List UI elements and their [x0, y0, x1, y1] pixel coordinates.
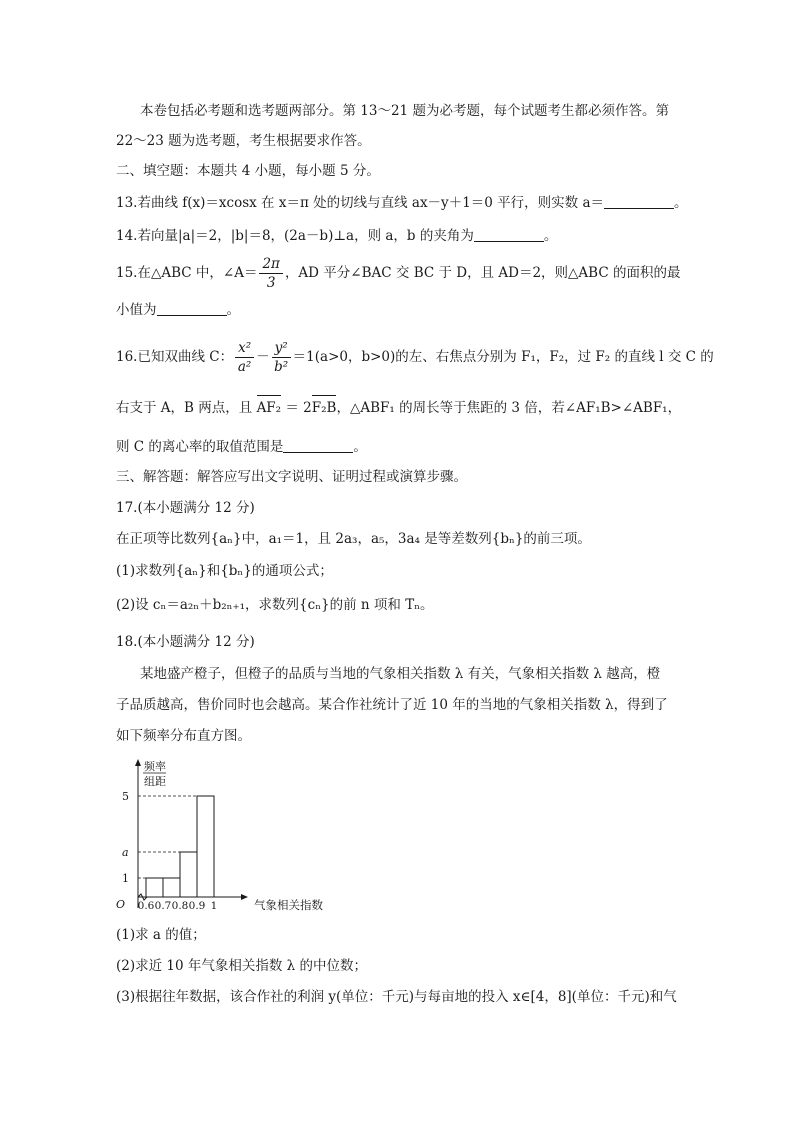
q17-part-2: (2)设 cₙ＝a₂ₙ＋b₂ₙ₊₁，求数列{cₙ}的前 n 项和 Tₙ。: [116, 597, 434, 613]
x-axis-arrow: [241, 894, 248, 900]
q17-stem: 在正项等比数列{aₙ}中，a₁＝1，且 2a₃，a₅，3a₄ 是等差数列{bₙ}的前三项。: [116, 531, 591, 547]
q13-end: 。: [674, 195, 688, 211]
q15-line-1: [116, 254, 680, 292]
q16-fy-num: y²: [272, 339, 291, 358]
q16-fx-den: a²: [237, 359, 252, 375]
frequency-histogram: [116, 758, 323, 918]
q15-frac-den: 3: [266, 275, 276, 291]
q15-text-b: ，AD 平分∠BAC 交 BC 于 D，且 AD＝2，则△ABC 的面积的最: [284, 265, 681, 281]
q17-part-1: (1)求数列{aₙ}和{bₙ}的通项公式；: [116, 563, 333, 579]
q16-frac-y: [272, 339, 291, 376]
q15-line-2: [116, 300, 240, 320]
x-axis-label: 气象相关指数: [254, 898, 323, 912]
x-tick-label-0: 0.6: [137, 900, 155, 912]
q18-part-1: (1)求 a 的值；: [116, 927, 206, 943]
q16-line-1: [116, 338, 714, 376]
q16-text-d: ，△ABF₁ 的周长等于焦距的 3 倍，若∠AF₁B>∠ABF₁，: [336, 400, 682, 416]
q13-answer-blank: [604, 194, 674, 209]
q15-text-a: 15.在△ABC 中，∠A＝: [116, 265, 258, 281]
intro-line-2: 22～23 题为选考题，考生根据要求作答。: [116, 133, 371, 149]
q13-text: 13.若曲线 f(x)＝xcosx 在 x＝π 处的切线与直线 ax－y＋1＝0 平行，则实数 a＝: [116, 195, 604, 211]
q15-fraction: [259, 255, 282, 292]
y-axis-arrow: [135, 759, 141, 766]
q14-text: 14.若向量|a|＝2，|b|＝8，(2a－b)⊥a，则 a，b 的夹角为: [116, 228, 474, 244]
histogram-bar-0: [146, 878, 163, 897]
q14-end: 。: [543, 228, 558, 244]
q16-text-a: 16.已知双曲线 C：: [116, 349, 234, 365]
q16-end: 。: [353, 439, 367, 455]
q16-text-e: 则 C 的离心率的取值范围是: [116, 439, 284, 455]
q13: [116, 193, 688, 213]
origin-label: O: [116, 898, 126, 911]
intro-line-1: 本卷包括必考题和选考题两部分。第 13～21 题为必考题，每个试题考生都必须作答。第: [140, 103, 669, 119]
histogram-bar-3: [197, 796, 214, 897]
x-tick-label-4: 1: [210, 900, 218, 912]
q16-fx-num: x²: [235, 339, 254, 358]
q14-answer-blank: [474, 227, 544, 242]
q16-fy-den: b²: [274, 359, 289, 375]
q18-part-2: (2)求近 10 年气象相关指数 λ 的中位数；: [116, 958, 368, 974]
q15-frac-num: 2π: [259, 255, 282, 274]
q16-vector-af2: AF₂: [256, 400, 282, 416]
q17-header: 17.(本小题满分 12 分): [116, 500, 255, 516]
q15-text-c: 小值为: [116, 302, 157, 318]
q18-stem-2: 子品质越高，售价同时也会越高。某合作社统计了近 10 年的当地的气象相关指数 λ，得到了: [116, 697, 668, 713]
q16-text-c: 右支于 A，B 两点，且: [116, 400, 253, 416]
q15-end: 。: [226, 302, 240, 318]
q18-stem-1: 某地盛产橙子，但橙子的品质与当地的气象相关指数 λ 有关，气象相关指数 λ 越高，橙: [140, 666, 661, 682]
y-label-bottom: 组距: [144, 775, 166, 788]
q16-minus: －: [256, 349, 270, 365]
x-tick-label-2: 0.8: [171, 900, 189, 912]
q16-line-2: [116, 398, 681, 418]
q15-answer-blank: [157, 301, 227, 316]
x-tick-label-1: 0.7: [154, 900, 172, 912]
histogram-bar-1: [163, 878, 180, 897]
section2-title: 二、填空题：本题共 4 小题，每小题 5 分。: [116, 163, 380, 179]
section3-title: 三、解答题：解答应写出文字说明、证明过程或演算步骤。: [116, 469, 467, 485]
y-tick-label-0: 1: [122, 872, 129, 885]
x-tick-label-3: 0.9: [188, 900, 206, 912]
q18-stem-3: 如下频率分布直方图。: [116, 728, 251, 744]
histogram-bars-layer: [122, 790, 217, 912]
y-label-top: 频率: [144, 760, 166, 773]
y-tick-label-1: a: [122, 846, 129, 859]
q16-frac-x: [235, 339, 254, 376]
y-tick-label-2: 5: [122, 790, 129, 803]
q16-eq: ＝ 2: [281, 400, 312, 416]
q18-header: 18.(本小题满分 12 分): [116, 634, 255, 650]
histogram-bar-2: [180, 852, 197, 897]
q16-text-b: ＝1(a>0，b>0)的左、右焦点分别为 F₁，F₂，过 F₂ 的直线 l 交 C 的: [292, 349, 714, 365]
q16-vector-f2b: F₂B: [311, 400, 337, 416]
q14: [116, 226, 557, 246]
q16-answer-blank: [283, 438, 353, 453]
q16-line-3: [116, 437, 367, 457]
q18-part-3: (3)根据往年数据，该合作社的利润 y(单位：千元)与每亩地的投入 x∈[4，8](单位：千元)和气: [116, 989, 677, 1005]
